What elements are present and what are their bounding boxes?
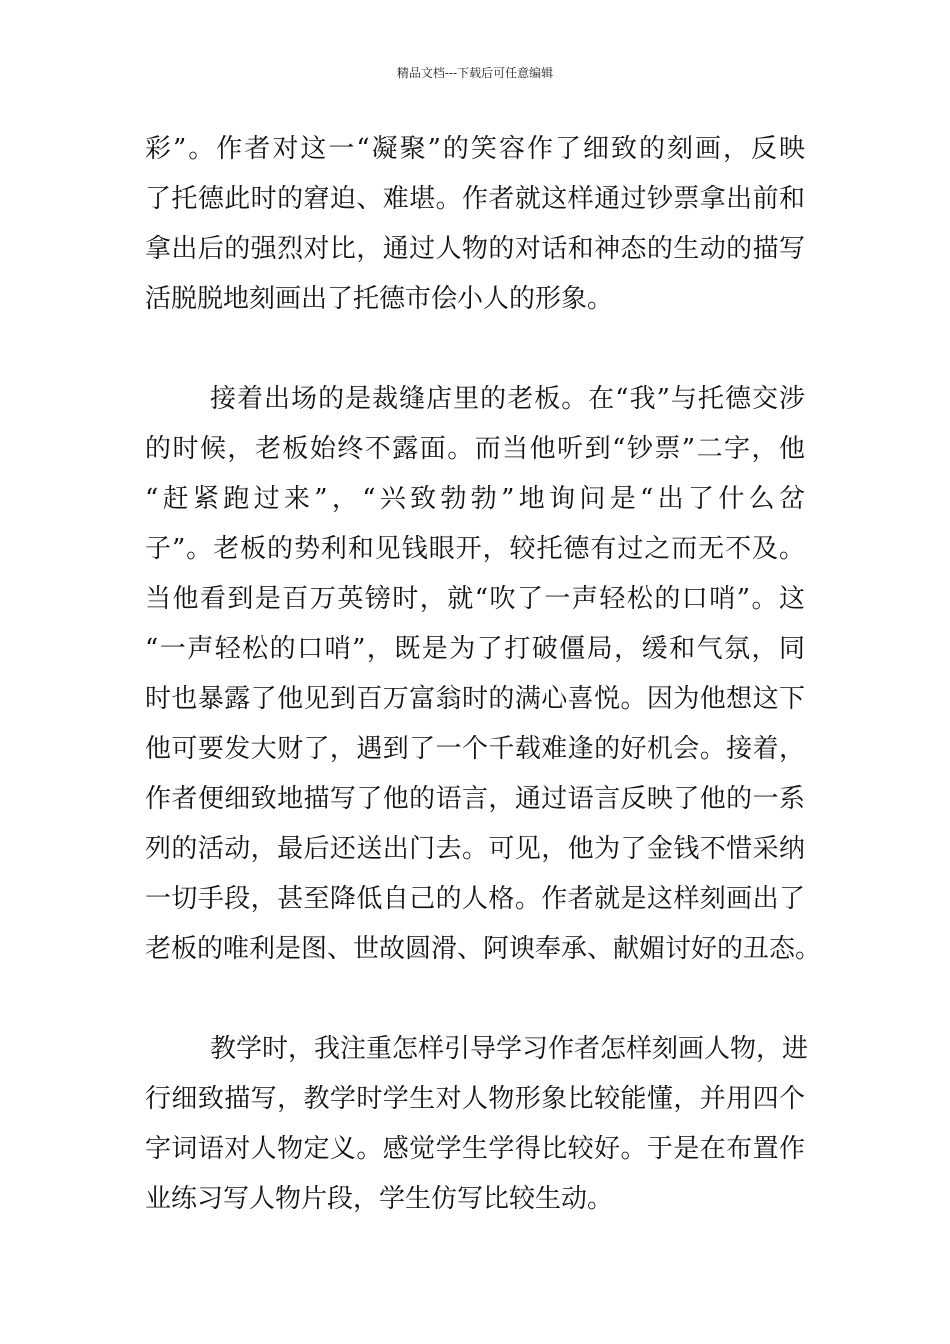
- page-header: 精品文档---下载后可任意编辑: [396, 66, 554, 80]
- paragraph-3-line-1: 教学时，我注重怎样引导学习作者怎样刻画人物，进: [210, 1034, 809, 1064]
- paragraph-2-line-12: 老板的唯利是图、世故圆滑、阿谀奉承、献媚讨好的丑态。: [145, 934, 822, 964]
- paragraph-1-line-4: 活脱脱地刻画出了托德市侩小人的形象。: [145, 284, 614, 314]
- paragraph-2-line-6: “一声轻松的口哨”，既是为了打破僵局，缓和气氛，同: [145, 634, 805, 664]
- paragraph-2-line-7: 时也暴露了他见到百万富翁时的满心喜悦。因为他想这下: [145, 684, 805, 714]
- paragraph-2-line-9: 作者便细致地描写了他的语言，通过语言反映了他的一系: [145, 784, 805, 814]
- paragraph-1-line-2: 了托德此时的窘迫、难堪。作者就这样通过钞票拿出前和: [145, 184, 805, 214]
- paragraph-3-line-4: 业练习写人物片段，学生仿写比较生动。: [145, 1184, 614, 1214]
- paragraph-2-line-4: 子”。老板的势利和见钱眼开，较托德有过之而无不及。: [145, 534, 805, 564]
- paragraph-2-line-10: 列的活动，最后还送出门去。可见，他为了金钱不惜采纳: [145, 834, 805, 864]
- paragraph-1-line-3: 拿出后的强烈对比，通过人物的对话和神态的生动的描写: [145, 234, 805, 264]
- paragraph-2-line-8: 他可要发大财了，遇到了一个千载难逢的好机会。接着，: [145, 734, 805, 764]
- paragraph-2-line-5: 当他看到是百万英镑时，就“吹了一声轻松的口哨”。这: [145, 584, 805, 614]
- paragraph-1-line-1: 彩”。作者对这一“凝聚”的笑容作了细致的刻画，反映: [145, 134, 805, 164]
- paragraph-3-line-2: 行细致描写，教学时学生对人物形象比较能懂，并用四个: [145, 1084, 805, 1114]
- paragraph-2-line-1: 接着出场的是裁缝店里的老板。在“我”与托德交涉: [210, 384, 805, 414]
- paragraph-2-line-11: 一切手段，甚至降低自己的人格。作者就是这样刻画出了: [145, 884, 805, 914]
- paragraph-3-line-3: 字词语对人物定义。感觉学生学得比较好。于是在布置作: [145, 1134, 805, 1164]
- paragraph-2-line-3: “赶紧跑过来”，“兴致勃勃”地询问是“出了什么岔: [145, 484, 805, 514]
- paragraph-2-line-2: 的时候，老板始终不露面。而当他听到“钞票”二字，他: [145, 434, 805, 464]
